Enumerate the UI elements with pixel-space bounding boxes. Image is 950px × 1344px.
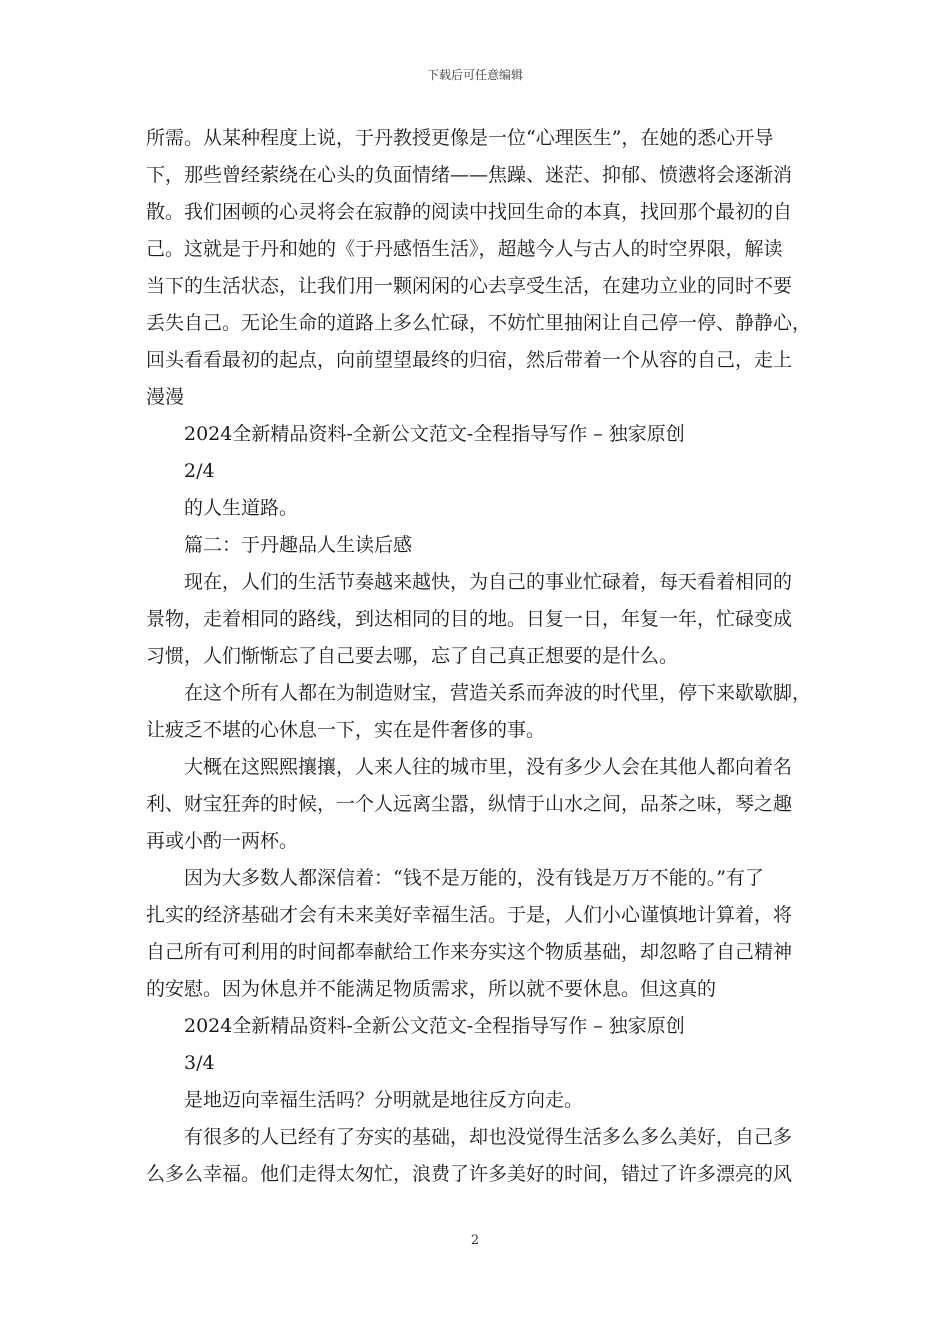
- page-number: 2: [470, 1233, 480, 1248]
- text-line: 景物，走着相同的路线，到达相同的目的地。日复一日，年复一年，忙碌变成: [146, 608, 793, 630]
- text-line: 让疲乏不堪的心休息一下，实在是件奢侈的事。: [146, 719, 546, 741]
- text-line: 利、财宝狂奔的时候，一个人远离尘嚣，纵情于山水之间，品茶之味，琴之趣: [146, 793, 793, 815]
- text-line: 是地迈向幸福生活吗？分明就是地往反方向走。: [184, 1089, 584, 1111]
- text-line: 当下的生活状态，让我们用一颗闲闲的心去享受生活，在建功立业的同时不要: [146, 275, 793, 297]
- text-line: 所需。从某种程度上说，于丹教授更像是一位“心理医生”，在她的悉心开导: [146, 127, 774, 149]
- promo-line: 2024全新精品资料-全新公文范文-全程指导写作 – 独家原创: [184, 1015, 685, 1037]
- text-line: 漫漫: [146, 386, 185, 408]
- text-line: 自己所有可利用的时间都奉献给工作来夯实这个物质基础，却忽略了自己精神: [146, 941, 793, 963]
- text-line: 大概在这熙熙攘攘，人来人往的城市里，没有多少人会在其他人都向着名: [184, 756, 793, 778]
- text-line: 么多么幸福。他们走得太匆忙，浪费了许多美好的时间，错过了许多漂亮的风: [146, 1163, 793, 1185]
- text-line: 在这个所有人都在为制造财宝，营造关系而奔波的时代里，停下来歇歇脚，: [184, 682, 812, 704]
- text-line: 的人生道路。: [184, 497, 299, 519]
- text-line: 扎实的经济基础才会有未来美好幸福生活。于是，人们小心谨慎地计算着，将: [146, 904, 793, 926]
- text-line: 下，那些曾经萦绕在心头的负面情绪——焦躁、迷茫、抑郁、愤懑将会逐渐消: [146, 164, 793, 186]
- promo-line: 2024全新精品资料-全新公文范文-全程指导写作 – 独家原创: [184, 423, 685, 445]
- text-line: 因为大多数人都深信着：“钱不是万能的，没有钱是万万不能的。”有了: [184, 867, 764, 889]
- section-heading: 篇二：于丹趣品人生读后感: [184, 534, 413, 556]
- text-line: 回头看看最初的起点，向前望望最终的归宿，然后带着一个从容的自己，走上: [146, 349, 793, 371]
- document-body: [146, 120, 816, 1193]
- text-line: 的安慰。因为休息并不能满足物质需求，所以就不要休息。但这真的: [146, 978, 717, 1000]
- text-line: 散。我们困顿的心灵将会在寂静的阅读中找回生命的本真，找回那个最初的自: [146, 201, 793, 223]
- text-line: 丢失自己。无论生命的道路上多么忙碌，不妨忙里抽闲让自己停一停、静静心，: [146, 312, 812, 334]
- text-line: 再或小酌一两杯。: [146, 830, 299, 852]
- text-line: 习惯，人们惭惭忘了自己要去哪，忘了自己真正想要的是什么。: [146, 645, 679, 667]
- text-line: 己。这就是于丹和她的《于丹感悟生活》，超越今人与古人的时空界限，解读: [146, 238, 783, 260]
- text-line: 现在，人们的生活节奏越来越快，为自己的事业忙碌着，每天看着相同的: [184, 571, 793, 593]
- page-marker: 2/4: [184, 460, 215, 482]
- page-header: 下载后可任意编辑: [426, 68, 523, 82]
- page-marker: 3/4: [184, 1052, 215, 1074]
- text-line: 有很多的人已经有了夯实的基础，却也没觉得生活多么多么美好，自己多: [184, 1126, 793, 1148]
